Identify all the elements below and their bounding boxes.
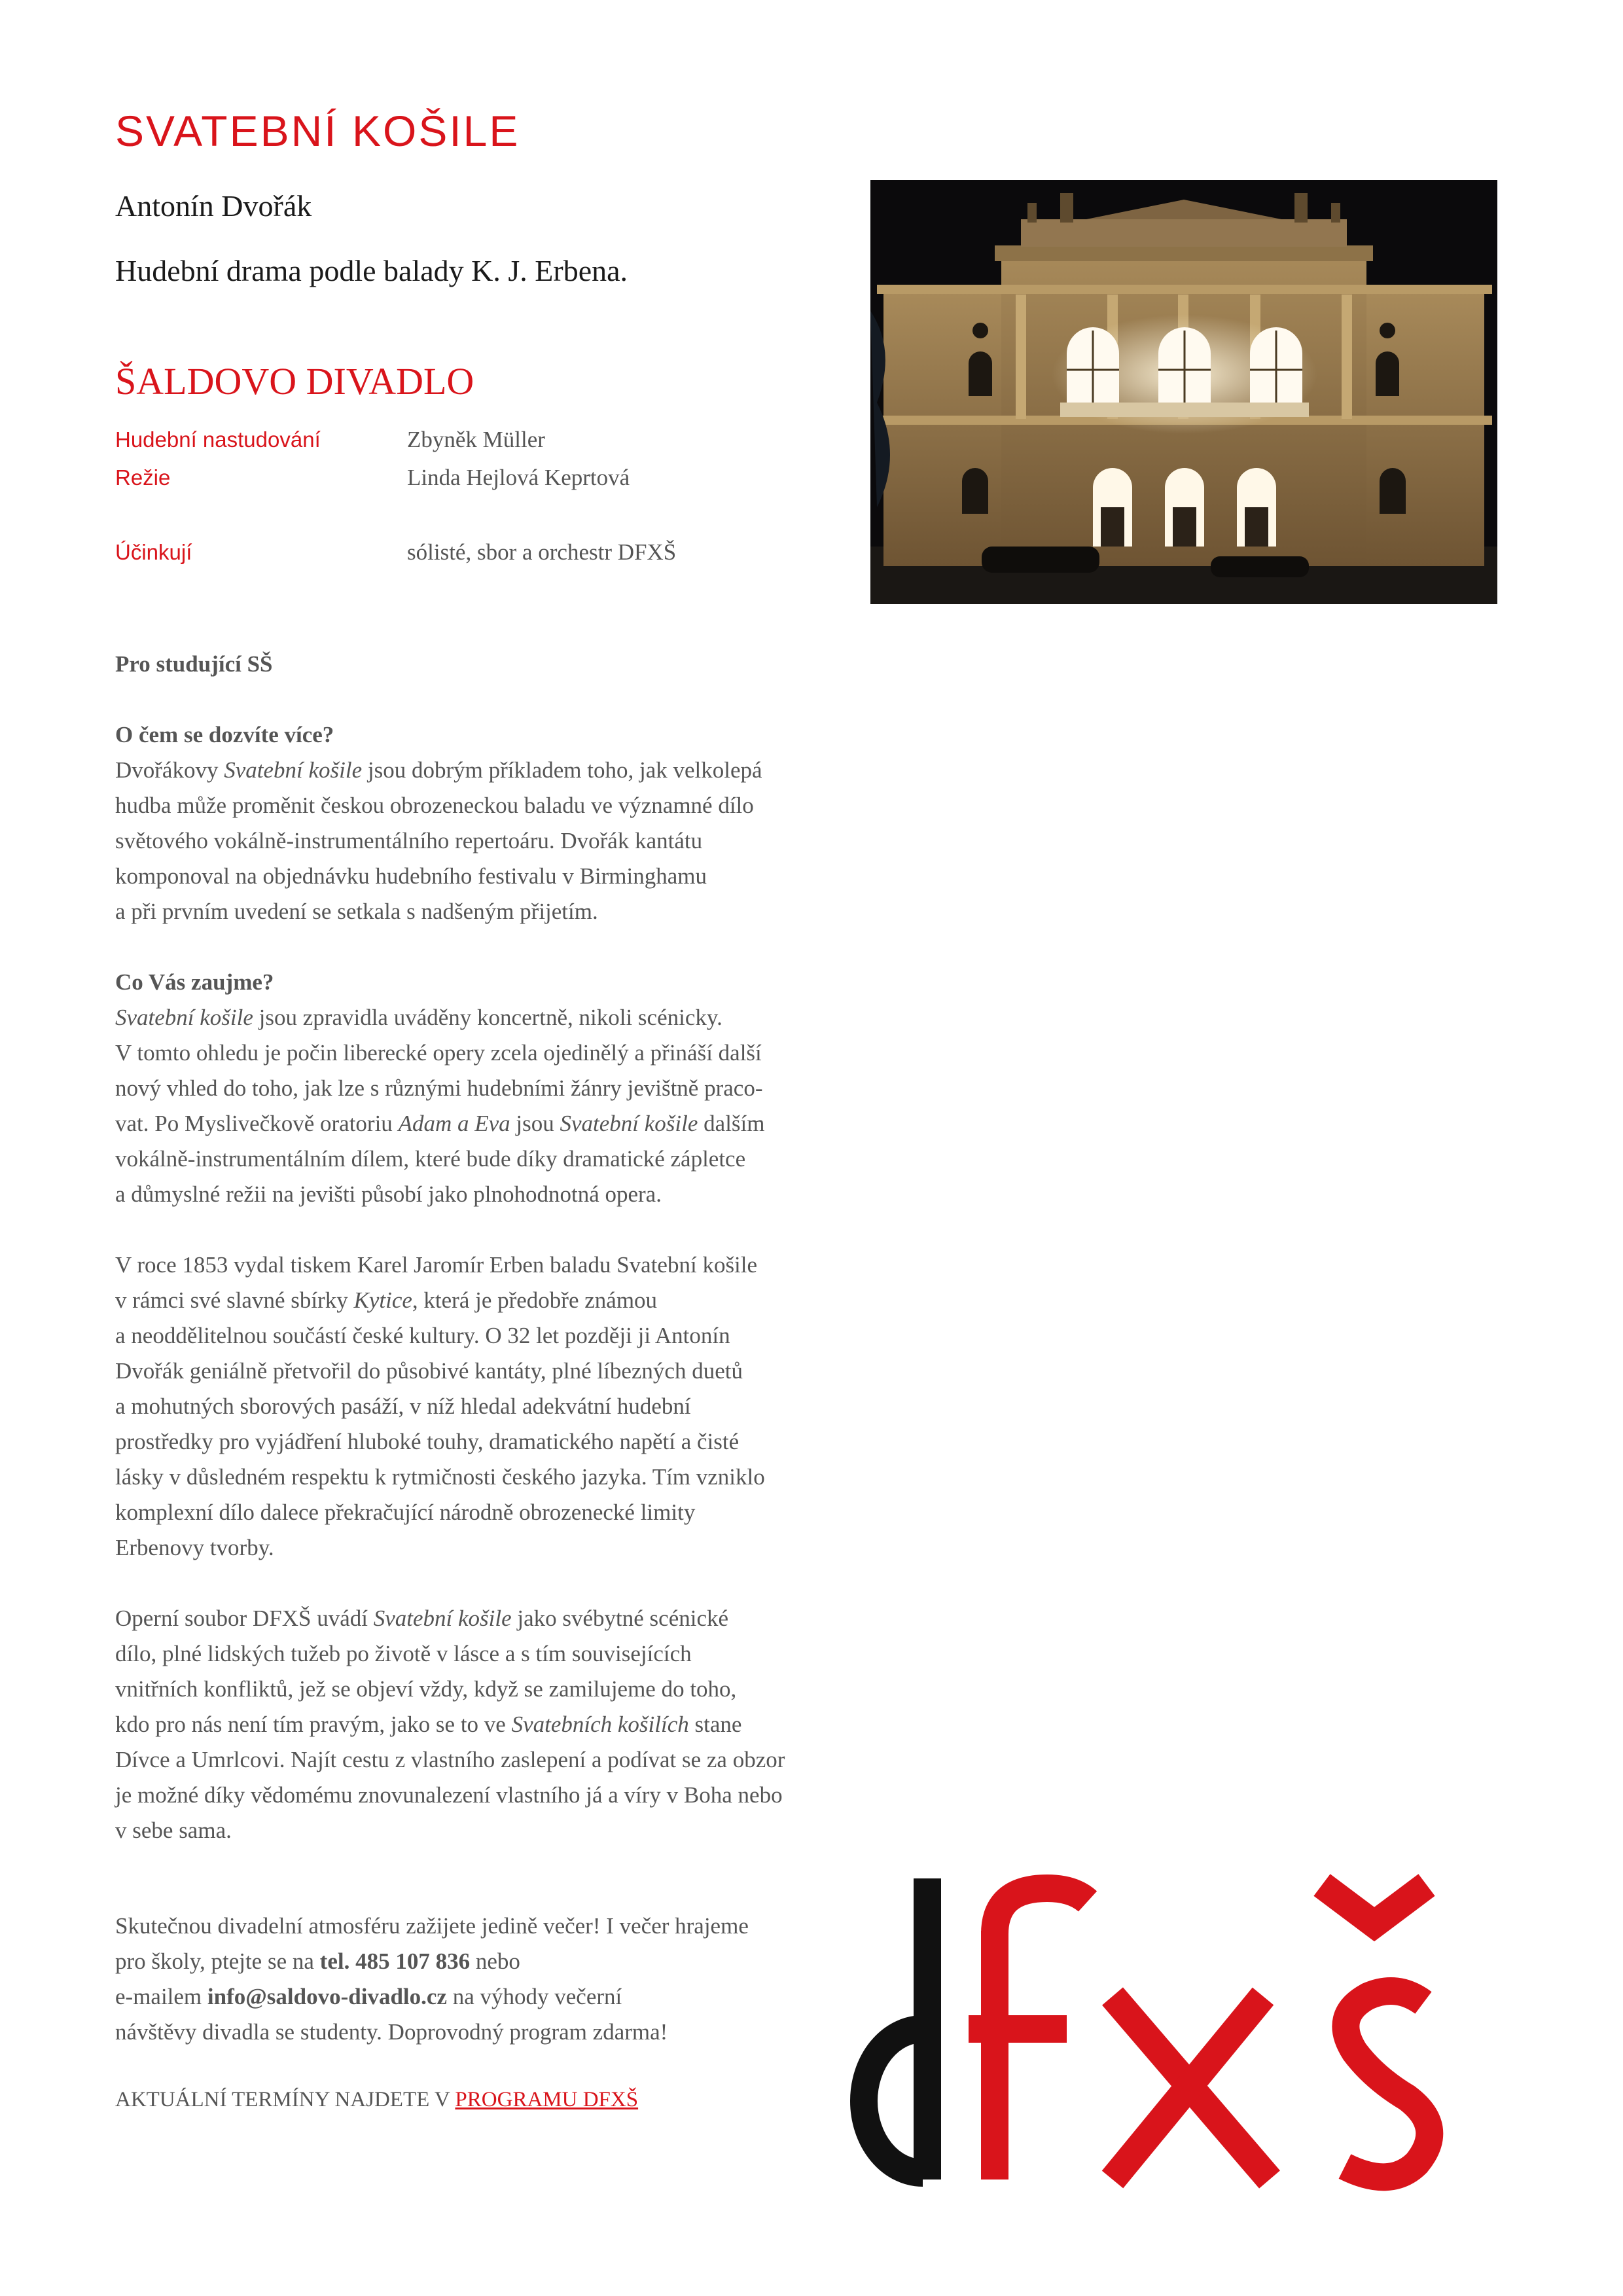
credit-value-director: Linda Hejlová Keprtová bbox=[407, 465, 630, 490]
closing-line: pro školy, ptejte se na tel. 485 107 836 nebo bbox=[115, 1948, 520, 1974]
body-line: nový vhled do toho, jak lze s různými hudebními žánry jevištně praco- bbox=[115, 1075, 763, 1101]
body-line: světového vokálně-instrumentálního repertoáru. Dvořák kantátu bbox=[115, 828, 703, 853]
audience-label: Pro studující SŠ bbox=[115, 651, 273, 677]
phone-number[interactable]: tel. 485 107 836 bbox=[319, 1948, 471, 1974]
body-line: Operní soubor DFXŠ uvádí Svatební košile jako svébytné scénické bbox=[115, 1605, 729, 1631]
body-line: v sebe sama. bbox=[115, 1818, 232, 1843]
dates-text: AKTUÁLNÍ TERMÍNY NAJDETE V bbox=[115, 2088, 455, 2111]
logo-letter-f bbox=[969, 1888, 1088, 2179]
body-line: je možné díky vědomému znovunalezení vlastního já a víry v Boha nebo bbox=[115, 1782, 783, 1808]
body-line: dílo, plné lidských tužeb po životě v lásce a s tím souvisejících bbox=[115, 1641, 692, 1666]
theatre-name: ŠALDOVO DIVADLO bbox=[115, 360, 474, 403]
logo-letter-s-caron bbox=[1322, 1885, 1429, 2177]
page-title: SVATEBNÍ KOŠILE bbox=[115, 107, 520, 155]
credit-value-performers: sólisté, sbor a orchestr DFXŠ bbox=[407, 539, 677, 565]
body-line: a neoddělitelnou součástí české kultury. O 32 let později ji Antonín bbox=[115, 1323, 730, 1348]
closing-paragraph bbox=[115, 1909, 770, 2050]
logo-letter-x bbox=[1113, 1996, 1270, 2179]
dates-line bbox=[115, 2085, 638, 2114]
paragraph-staging bbox=[115, 1601, 829, 1848]
dfxs-logo bbox=[805, 1872, 1512, 2193]
body-line: v rámci své slavné sbírky Kytice, která je předobře známou bbox=[115, 1287, 658, 1313]
body-line: komplexní dílo dalece překračující národně obrozenecké limity bbox=[115, 1499, 696, 1525]
body-line: vat. Po Myslivečkově oratoriu Adam a Eva jsou Svatební košile dalším bbox=[115, 1111, 765, 1136]
credit-label-performers: Účinkují bbox=[115, 540, 192, 564]
body-line: V roce 1853 vydal tiskem Karel Jaromír Erben baladu Svatební košile bbox=[115, 1252, 758, 1278]
body-line: Erbenovy tvorby. bbox=[115, 1535, 274, 1560]
body-line: Dvořák geniálně přetvořil do působivé kantáty, plné líbezných duetů bbox=[115, 1358, 743, 1384]
credit-value-conductor: Zbyněk Müller bbox=[407, 427, 545, 452]
credit-label-director: Režie bbox=[115, 465, 171, 490]
section-what-interests bbox=[115, 965, 829, 1212]
body-line: Dívce a Umrlcovi. Najít cestu z vlastního zaslepení a podívat se za obzor bbox=[115, 1747, 785, 1772]
body-line: komponoval na objednávku hudebního festivalu v Birminghamu bbox=[115, 863, 707, 889]
body-line: vokálně-instrumentálním dílem, které bude díky dramatické zápletce bbox=[115, 1146, 746, 1172]
composer-name: Antonín Dvořák bbox=[115, 189, 312, 223]
credit-label-conductor: Hudební nastudování bbox=[115, 427, 321, 452]
body-line: hudba může proměnit českou obrozeneckou baladu ve významné dílo bbox=[115, 793, 754, 818]
body-line: vnitřních konfliktů, jež se objeví vždy, když se zamilujeme do toho, bbox=[115, 1676, 737, 1702]
closing-line: e-mailem info@saldovo-divadlo.cz na výhody večerní bbox=[115, 1984, 622, 2009]
logo-letter-d bbox=[864, 1878, 941, 2179]
body-line: Svatební košile jsou zpravidla uváděny koncertně, nikoli scénicky. bbox=[115, 1005, 722, 1030]
program-link[interactable]: PROGRAMU DFXŠ bbox=[455, 2088, 639, 2111]
section-heading: O čem se dozvíte více? bbox=[115, 722, 334, 747]
closing-line: Skutečnou divadelní atmosféru zažijete jedině večer! I večer hrajeme bbox=[115, 1913, 749, 1939]
body-line: kdo pro nás není tím pravým, jako se to ve Svatebních košilích stane bbox=[115, 1712, 742, 1737]
subtitle: Hudební drama podle balady K. J. Erbena. bbox=[115, 254, 628, 287]
body-line: prostředky pro vyjádření hluboké touhy, dramatického napětí a čisté bbox=[115, 1429, 740, 1454]
section-what-you-learn bbox=[115, 717, 829, 929]
closing-line: návštěvy divadla se studenty. Doprovodný program zdarma! bbox=[115, 2019, 668, 2045]
body-line: V tomto ohledu je počin liberecké opery zcela ojedinělý a přináší další bbox=[115, 1040, 762, 1066]
theatre-building-night-photo bbox=[870, 180, 1497, 604]
body-line: a mohutných sborových pasáží, v níž hledal adekvátní hudební bbox=[115, 1393, 691, 1419]
body-line: a důmyslné režii na jevišti působí jako plnohodnotná opera. bbox=[115, 1181, 662, 1207]
body-line: lásky v důsledném respektu k rytmičnosti českého jazyka. Tím vzniklo bbox=[115, 1464, 765, 1490]
section-heading: Co Vás zaujme? bbox=[115, 969, 274, 995]
body-line: a při prvním uvedení se setkala s nadšeným přijetím. bbox=[115, 899, 598, 924]
body-line: Dvořákovy Svatební košile jsou dobrým příkladem toho, jak velkolepá bbox=[115, 757, 762, 783]
email-address[interactable]: info@saldovo-divadlo.cz bbox=[207, 1984, 447, 2009]
paragraph-history bbox=[115, 1247, 829, 1566]
